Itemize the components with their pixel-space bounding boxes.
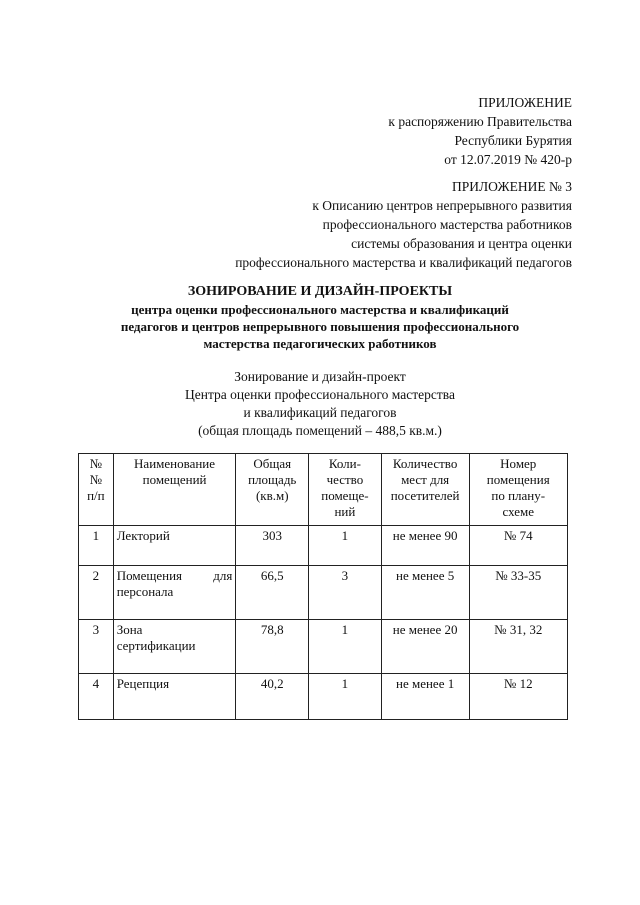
header-text: помеще- [321, 488, 369, 503]
appendix3-line: системы образования и центра оценки [351, 236, 572, 251]
cell-plan-number: № 12 [469, 674, 568, 720]
header-text: ний [334, 504, 356, 519]
cell-area: 40,2 [236, 674, 309, 720]
header-plan-number [469, 454, 568, 526]
header-text: Наименование [134, 456, 216, 471]
header-text: помещения [486, 472, 550, 487]
cell-room-name [113, 620, 236, 674]
cell-room-name: Помещения для персонала [113, 566, 236, 620]
cell-seats: не менее 20 [381, 620, 469, 674]
cell-number: 2 [79, 566, 114, 620]
document-subtitle-line: центра оценки профессионального мастерства и квалификаций [131, 302, 509, 317]
caption-total-area: (общая площадь помещений – 488,5 кв.м.) [198, 423, 442, 438]
table-row [79, 620, 568, 674]
header-text: № [89, 456, 103, 471]
header-count [309, 454, 382, 526]
cell-number: 4 [79, 674, 114, 720]
header-text: схеме [502, 504, 535, 519]
document-title: ЗОНИРОВАНИЕ И ДИЗАЙН-ПРОЕКТЫ [187, 284, 453, 299]
appendix-reference: к распоряжению Правительства [388, 114, 572, 129]
header-name [113, 454, 236, 526]
cell-seats: не менее 5 [381, 566, 469, 620]
cell-plan-number: № 31, 32 [469, 620, 568, 674]
cell-room-name: Рецепция [113, 674, 236, 720]
caption-line: и квалификаций педагогов [243, 405, 397, 420]
appendix3-line: профессионального мастерства работников [322, 217, 572, 232]
cell-area: 303 [236, 526, 309, 566]
caption-line: Центра оценки профессионального мастерства [185, 387, 455, 402]
header-text: п/п [87, 488, 105, 503]
document-heading [0, 283, 640, 352]
header-text: Общая [253, 456, 292, 471]
header-text: площадь [248, 472, 297, 487]
table-caption [0, 368, 640, 440]
header-text: Коли- [328, 456, 361, 471]
cell-count: 1 [309, 674, 382, 720]
header-text: посетителей [390, 488, 460, 503]
cell-plan-number: № 33-35 [469, 566, 568, 620]
header-text: помещений [142, 472, 207, 487]
cell-seats: не менее 90 [381, 526, 469, 566]
appendix3-line: профессионального мастерства и квалификаций педагогов [235, 255, 572, 270]
cell-room-name-text: Зона сертификации [116, 622, 196, 653]
cell-room-name: Лекторий [113, 526, 236, 566]
appendix-authority: Республики Бурятия [454, 133, 572, 148]
cell-count: 1 [309, 620, 382, 674]
cell-area: 66,5 [236, 566, 309, 620]
table-row [79, 526, 568, 566]
appendix3-header [235, 177, 572, 272]
header-text: Номер [500, 456, 537, 471]
table-header-row [79, 454, 568, 526]
cell-count: 3 [309, 566, 382, 620]
appendix3-title: ПРИЛОЖЕНИЕ № 3 [451, 179, 572, 194]
caption-line: Зонирование и дизайн-проект [234, 369, 406, 384]
cell-area: 78,8 [236, 620, 309, 674]
appendix-header [388, 93, 572, 169]
cell-plan-number: № 74 [469, 526, 568, 566]
appendix-date-number: от 12.07.2019 № 420-р [444, 152, 572, 167]
document-subtitle-line: педагогов и центров непрерывного повышения профессионального [120, 319, 520, 334]
rooms-table [78, 453, 568, 720]
header-text: мест для [401, 472, 450, 487]
table-row [79, 674, 568, 720]
header-area [236, 454, 309, 526]
header-number [79, 454, 114, 526]
header-text: чество [326, 472, 364, 487]
cell-count: 1 [309, 526, 382, 566]
header-seats [381, 454, 469, 526]
header-text: Количество [392, 456, 458, 471]
appendix3-line: к Описанию центров непрерывного развития [312, 198, 572, 213]
header-text: по плану- [491, 488, 546, 503]
cell-number: 1 [79, 526, 114, 566]
cell-seats: не менее 1 [381, 674, 469, 720]
header-text: № [89, 472, 103, 487]
cell-number: 3 [79, 620, 114, 674]
header-text: (кв.м) [255, 488, 289, 503]
appendix-title: ПРИЛОЖЕНИЕ [478, 95, 572, 110]
table-row [79, 566, 568, 620]
document-subtitle-line: мастерства педагогических работников [203, 336, 437, 351]
